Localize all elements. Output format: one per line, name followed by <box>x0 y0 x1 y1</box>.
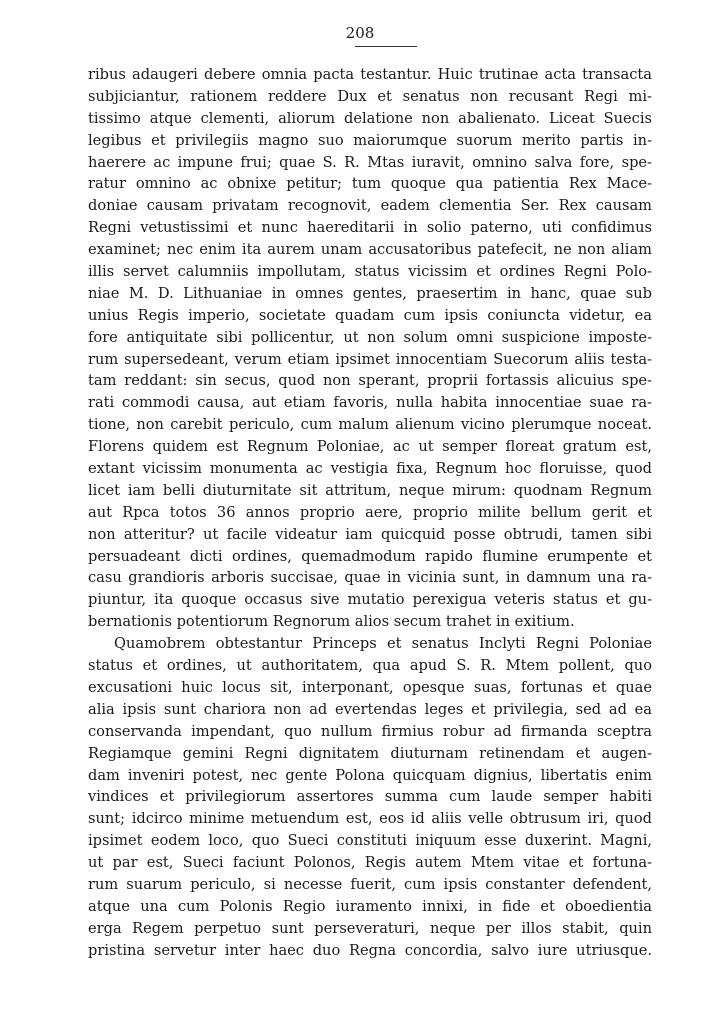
text-line: atque una cum Polonis Regio iuramento innixi, in fide et oboedientia <box>88 897 652 915</box>
text-line: illis servet calumniis impollutam, status vicissim et ordines Regni Polo- <box>88 263 652 281</box>
text-line: rum supersedeant, verum etiam ipsimet innocentiam Suecorum aliis testa- <box>88 350 652 368</box>
text-line: examinet; nec enim ita aurem unam accusatoribus patefecit, ne non aliam <box>88 241 652 259</box>
text-line: licet iam belli diuturnitate sit attritum, neque mirum: quodnam Regnum <box>88 481 652 499</box>
text-line: extant vicissim monumenta ac vestigia fixa, Regnum hoc floruisse, quod <box>88 460 652 478</box>
text-line: subjiciantur, rationem reddere Dux et senatus non recusant Regi mi- <box>88 87 652 105</box>
text-line: Regni vetustissimi et nunc haereditarii in solio paterno, uti confidimus <box>88 219 652 237</box>
text-line: rum suarum periculo, si necesse fuerit, cum ipsis constanter defendent, <box>88 875 652 893</box>
text-line: tione, non carebit periculo, cum malum alienum vicino plerumque noceat. <box>88 416 652 434</box>
text-line: ipsimet eodem loco, quo Sueci constituti iniquum esse duxerint. Magni, <box>88 832 652 850</box>
page-number: 208 <box>345 24 375 42</box>
text-line: conservanda impendant, quo nullum firmius robur ad firmanda sceptra <box>88 722 652 740</box>
text-line: ribus adaugeri debere omnia pacta testantur. Huic trutinae acta transacta <box>88 66 652 83</box>
text-line: unius Regis imperio, societate quadam cum ipsis coniuncta videtur, ea <box>88 306 652 324</box>
text-line: haerere ac impune frui; quae S. R. Mtas iuravit, omnino salva fore, spe- <box>88 153 652 171</box>
text-line: vindices et privilegiorum assertores summa cum laude semper habiti <box>88 788 652 806</box>
text-line: bernationis potentiorum Regnorum alios secum trahet in exitium. <box>88 613 575 631</box>
text-line: excusationi huic locus sit, interponant, opesque suas, fortunas et quae <box>88 678 652 696</box>
text-line: aut Rpca totos 36 annos proprio aere, proprio milite bellum gerit et <box>88 503 652 521</box>
text-line: Florens quidem est Regnum Poloniae, ac ut semper floreat gratum est, <box>88 438 652 456</box>
text-line: non atteritur? ut facile videatur iam quicquid posse obtrudi, tamen sibi <box>88 525 652 543</box>
text-line: tissimo atque clementi, aliorum delatione non abalienato. Liceat Suecis <box>88 109 652 127</box>
text-line: doniae causam privatam recognovit, eadem clementia Ser. Rex causam <box>88 197 652 215</box>
text-line: tam reddant: sin secus, quod non sperant, proprii fortassis alicuius spe- <box>88 372 652 390</box>
text-line: status et ordines, ut authoritatem, qua apud S. R. Mtem pollent, quo <box>88 657 652 675</box>
page-number-rule <box>355 46 417 47</box>
text-line: casu grandioris arboris succisae, quae in vicinia sunt, in damnum una ra- <box>88 569 652 587</box>
text-line: Quamobrem obtestantur Princeps et senatus Inclyti Regni Poloniae <box>114 635 652 653</box>
text-line: alia ipsis sunt chariora non ad evertendas leges et privilegia, sed ad ea <box>88 700 652 718</box>
text-line: ut par est, Sueci faciunt Polonos, Regis autem Mtem vitae et fortuna- <box>88 854 652 872</box>
text-line: persuadeant dicti ordines, quemadmodum rapido flumine erumpente et <box>88 547 652 565</box>
text-line: sunt; idcirco minime metuendum est, eos id aliis velle obtrusum iri, quod <box>88 810 652 828</box>
text-line: piuntur, ita quoque occasus sive mutatio perexigua veteris status et gu- <box>88 591 652 609</box>
text-line: pristina servetur inter haec duo Regna concordia, salvo iure utriusque. <box>88 941 652 959</box>
text-line: ratur omnino ac obnixe petitur; tum quoque qua patientia Rex Mace- <box>88 175 652 193</box>
text-line: rati commodi causa, aut etiam favoris, nulla habita innocentiae suae ra- <box>88 394 652 412</box>
body-text <box>88 64 652 962</box>
text-line: erga Regem perpetuo sunt perseveraturi, neque per illos stabit, quin <box>88 919 652 937</box>
text-line: niae M. D. Lithuaniae in omnes gentes, praesertim in hanc, quae sub <box>88 284 652 302</box>
text-line: Regiamque gemini Regni dignitatem diuturnam retinendam et augen- <box>88 744 652 762</box>
text-line: legibus et privilegiis magno suo maiorumque suorum merito partis in- <box>88 131 652 149</box>
text-line: fore antiquitate sibi pollicentur, ut non solum omni suspicione imposte- <box>88 328 652 346</box>
text-line: dam inveniri potest, nec gente Polona quicquam dignius, libertatis enim <box>88 766 652 784</box>
